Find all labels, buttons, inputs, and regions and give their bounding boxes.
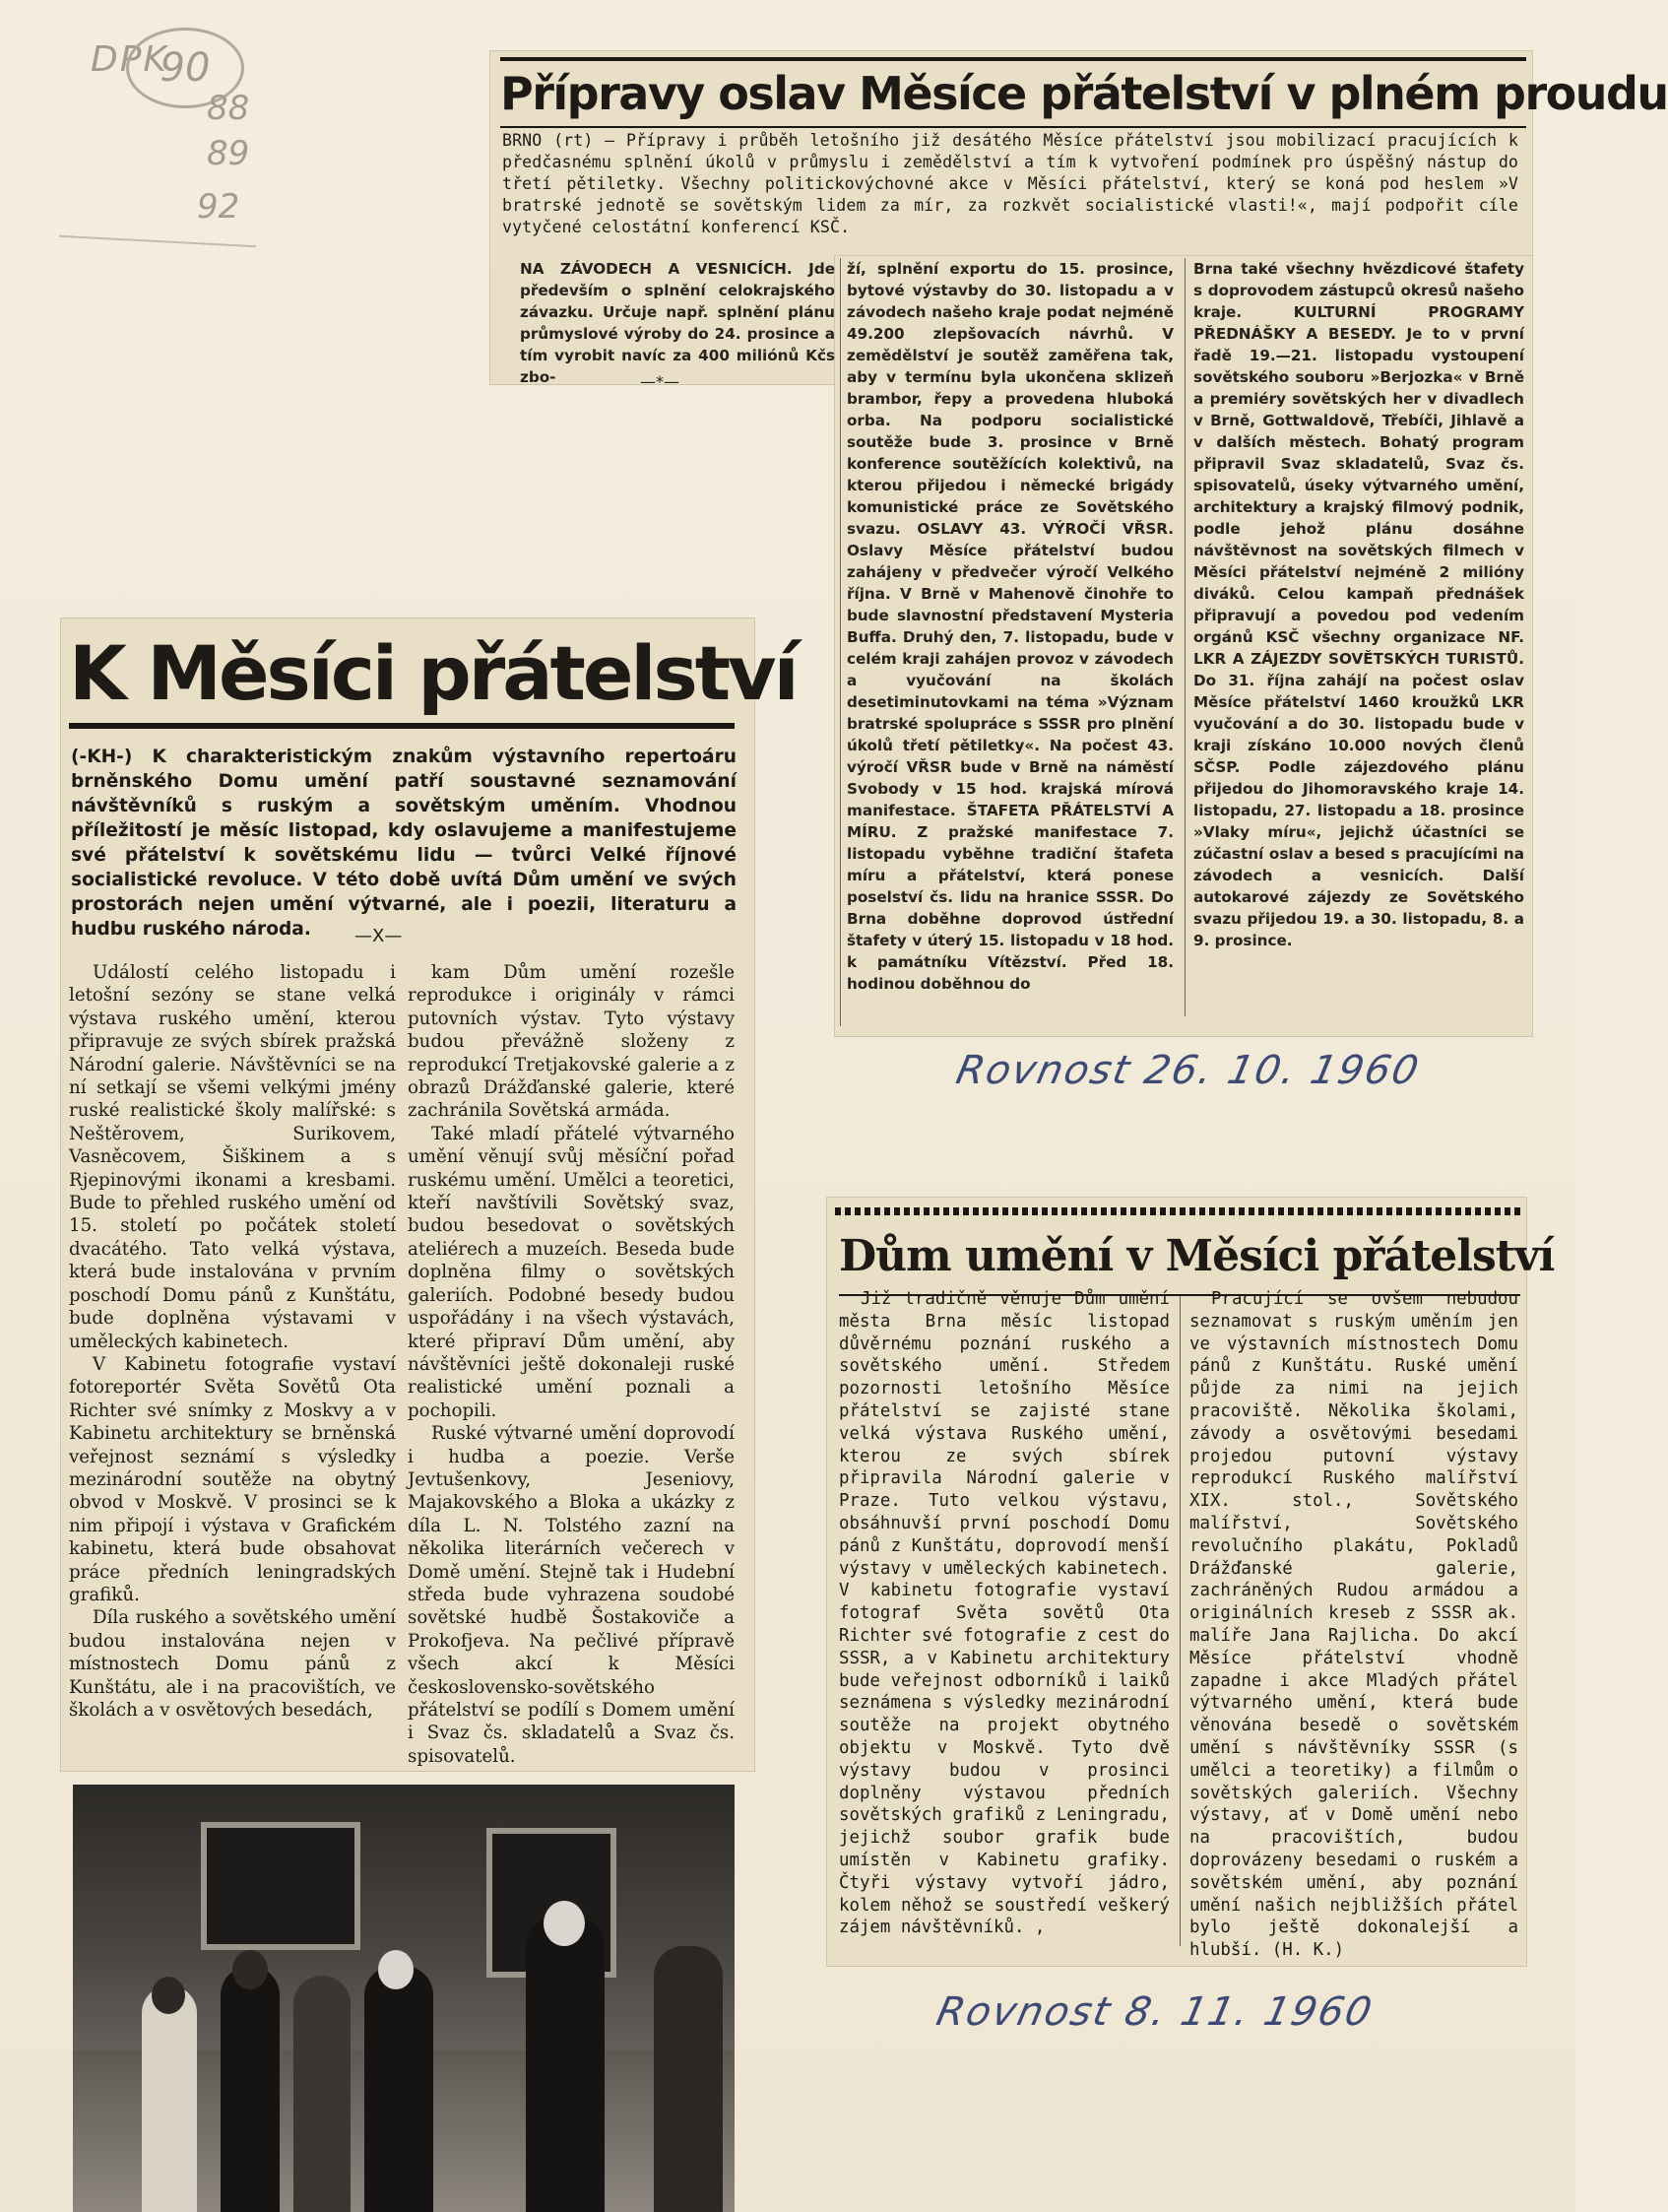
article-b-column-2 [408,961,735,1768]
column-rule [840,258,841,1026]
paragraph: Již tradičně věnuje Dům umění města Brna měsíc listopad důvěrnému poznání ruského a sovětského umění. Středem pozornosti letošního Měsíce přátelství se zajisté stane velká výstava Ruského umění, kterou ze svých sbírek připravila Národní galerie v Praze. Tuto velkou výstavu, obsáhnuvší první poschodí Domu pánů z Kunštátu, doprovodí menší výstavy v uměleckých kabinetech. V kabinetu fotografie vystaví fotograf Světa sovětů Ota Richter své fotografie z cest do SSSR, a v Kabinetu architektury bude veřejnost odborníků i laiků seznámena s výsledky mezinárodní soutěže na projekt obytného objektu v Moskvě. Tyto dvě výstavy budou v prosinci doplněny výstavou předních sovětských grafiků z Leningradu, jejichž soubor grafik bude umístěn v Kabinetu grafiky. Čtyři výstavy vytvoří jádro, kolem něhož se soustředí veškerý zájem návštěvníků. , [839,1289,1170,1938]
paragraph: V Kabinetu fotografie vystaví fotoreportér Světa Sovětů Ota Richter své snímky z Moskvy a v Kabinetu architektury se brněnská veřejnost seznámí s výsledky mezinárodní soutěže na obytný obvod v Moskvě. V prosinci se k nim připojí i výstava v Grafickém kabinetu, která bude obsahovat práce předních leningradských grafiků. [69,1353,396,1605]
pencil-line [59,235,256,247]
visitor [293,1976,351,2212]
archive-code: DPK [91,39,169,80]
exhibition-photo [73,1785,735,2212]
visitor [364,1966,433,2212]
article-a-column-1: NA ZÁVODECH A VESNICÍCH. Jde především o splnění celokrajského závazku. Určuje např. splnění plánu průmyslové výroby do 24. prosince a tím vyrobit navíc za 400 miliónů Kčs zbo- [520,260,835,386]
visitor [526,1917,605,2212]
handwritten-source-a: Rovnost 26. 10. 1960 [952,1048,1425,1093]
article-b-headline: K Měsíci přátelství [69,629,797,717]
archive-number: 88 [207,89,250,128]
painting [201,1822,360,1950]
article-b-separator: —X— [354,926,403,946]
headline-rule [69,723,735,729]
paragraph: Také mladí přátelé výtvarného umění věnují svůj měsíční pořad ruskému umění. Umělci a teoretici, kteří navštívili Sovětský svaz, budou besedovat o sovětských ateliérech a muzeích. Beseda bude doplněna filmy o sovětských galeriích. Podobné besedy budou uspořádány i na všech výstavách, které připraví Dům umění, aby návštěvníci ještě dokonaleji ruské realistické umění poznali a pochopili. [408,1123,735,1421]
paragraph: Pracující se ovšem nebudou seznamovat s ruským uměním jen ve výstavních místnostech Domu pánů z Kunštátu. Ruské umění půjde za nimi na jejich pracoviště. Několika školami, závody a osvětovými besedami projedou putovní výstavy reprodukcí Ruského malířství XIX. stol., Sovětského malířství, Sovětského revolučního plakátu, Pokladů Drážďanské galerie, zachráněných Rudou armádou a originálních kreseb z SSSR ak. malíře Jana Rajlicha. Do akcí Měsíce přátelství vhodně zapadne i akce Mladých přátel výtvarného umění, která bude věnována besedě o sovětském umění s návštěvníky SSSR (s umělci a teoretiky) a filmům o sovětských galeriích. Všechny výstavy, ať v Domě umění nebo na pracovištích, budou doprovázeny besedami o ruském a sovětském umění, aby poznání umění našich nejbližších přátel bylo ještě dokonalejší a hlubší. (H. K.) [1189,1289,1518,1961]
article-a-separator: —*— [640,372,679,391]
paragraph: Ruské výtvarné umění doprovodí i hudba a poezie. Verše Jevtušenkovy, Jeseniovy, Majakovského a Bloka a ukázky z díla L. N. Tolstého zazní na několika literárních večerech v Domě umění. Stejně tak i Hudební středa bude vyhrazena soudobé sovětské hudbě Šostakoviče a Prokofjeva. Na pečlivé přípravě všech akcí k Měsíci československo-sovětského přátelství se podílí s Domem umění i Svaz čs. skladatelů a Svaz čs. spisovatelů. [408,1423,735,1767]
article-a-column-2: ží, splnění exportu do 15. prosince, bytové výstavby do 30. listopadu a v závodech našeho kraje podat nejméně 49.200 zlepšovacích návrhů. V zemědělství je soutěž zaměřena tak, aby v termínu byla ukončena sklizeň brambor, řepy a provedena hluboká orba. Na podporu socialistické soutěže bude 3. prosince v Brně konference soutěžících kolektivů, na kterou přijedou i německé brigády komunistické práce ze Sovětského svazu. OSLAVY 43. VÝROČÍ VŘSR. Oslavy Měsíce přátelství budou zahájeny v předvečer výročí Velkého října. V Brně v Mahenově činohře to bude slavnostní představení Mysteria Buffa. Druhý den, 7. listopadu, bude v celém kraji zahájen provoz v závodech a vyučování na školách desetiminutovkami na téma »Význam bratrské spolupráce s SSSR pro plnění úkolů třetí pětiletky«. Na počest 43. výročí VŘSR bude v Brně na náměstí Svobody v 15 hod. krajská mírová manifestace. ŠTAFETA PŘÁTELSTVÍ A MÍRU. Z pražské manifestace 7. listopadu vyběhne tradiční štafeta míru a přátelství, která ponese poselství čs. lidu na hranice SSSR. Do Brna doběhne doprovod ústřední štafety v úterý 15. listopadu v 18 hod. k památníku Vítězství. Před 18. hodinou doběhnou do [847,260,1174,993]
column-rule [1185,258,1186,1016]
paragraph: kam Dům umění rozešle reprodukce i originály v rámci putovních výstav. Tyto výstavy budou převážně složeny z reprodukcí Tretjakovské galerie a z obrazů Drážďanské galerie, které zachránila Sovětská armáda. [408,962,735,1122]
visitor-head [544,1901,585,1946]
visitor [654,1946,723,2212]
article-c-headline: Dům umění v Měsíci přátelství [839,1219,1520,1296]
column-rule [1180,1296,1181,1946]
article-a-column-3: Brna také všechny hvězdicové štafety s doprovodem zástupců okresů našeho kraje. KULTURNÍ PROGRAMY PŘEDNÁŠKY A BESEDY. Je to v první řadě 19.—21. listopadu vystoupení sovětského souboru »Berjozka« v Brně a premiéry sovětských her v divadlech v Brně, Gottwaldově, Třebíči, Jihlavě a v dalších městech. Bohatý program připravil Svaz skladatelů, Svaz čs. spisovatelů, úseky výtvarného umění, architektury a krajský filmový podnik, podle jehož plánu dosáhne návštěvnost na sovětských filmech v Měsíci přátelství nejméně 2 milióny diváků. Celou kampaň přednášek připravují a povedou pod vedením orgánů KSČ všechny organizace NF. LKR A ZÁJEZDY SOVĚTSKÝCH TURISTŮ. Do 31. října zahájí na počest oslav Měsíce přátelství 1460 kroužků LKR vyučování a do 30. listopadu bude v kraji získáno 10.000 nových členů SČSP. Podle zájezdového plánu přijedou do Jihomoravského kraje 14. listopadu, 27. listopadu a 18. prosince »Vlaky míru«, jejichž účastníci se zúčastní oslav a besed s pracujícími na závodech a vesnicích. Další autokarové zájezdy ze Sovětského svazu přijedou 19. a 30. listopadu, 8. a 9. prosince. [1193,260,1524,949]
visitor-head [378,1950,414,1989]
circled-number-text: 90 [160,45,211,91]
article-a-lead: BRNO (rt) — Přípravy i průběh letošního již desátého Měsíce přátelství jsou mobilizací pracujících k předčasnému splnění úkolů v průmyslu i zemědělství a tím k vytvoření podmínek pro úspěšný nástup do třetí pětiletky. Všechny politickovýchovné akce v Měsíci přátelství, který se koná pod heslem »V bratrské jednotě se sovětským lidem za mír, za rozkvět socialistické vlasti!«, mají podpořit cíle vytyčené celostátní konferencí KSČ. [502,131,1518,236]
visitor-head [232,1950,268,1989]
visitor-head [152,1977,185,2014]
article-b-lead: (-KH-) K charakteristickým znakům výstavního repertoáru brněnského Domu umění patří soustavné seznamování návštěvníků s ruským a sovětským uměním. Vhodnou příležitostí je měsíc listopad, kdy oslavujeme a manifestujeme své přátelství k sovětskému lidu — tvůrci Velké říjnové socialistické revoluce. V této době uvítá Dům umění ve svých prostorách nejen umění výtvarné, ale i poezii, literaturu a hudbu ruského národa. [71,747,737,940]
visitor [221,1966,280,2212]
ornamental-rule [835,1207,1520,1215]
visitor [142,1985,197,2212]
handwritten-source-c: Rovnost 8. 11. 1960 [932,1989,1378,2035]
archive-number: 89 [207,134,250,173]
article-a-headline: Přípravy oslav Měsíce přátelství v plném proudu [500,57,1526,128]
article-b-column-1 [69,961,396,1722]
article-c-column-2 [1189,1288,1518,1962]
article-c-column-1 [839,1288,1170,1939]
paragraph: Událostí celého listopadu i letošní sezóny se stane velká výstava ruského umění, kterou připravuje ze svých sbírek pražská Národní galerie. Návštěvníci se na ní setkají se všemi velkými jmény ruské realistické školy malířské: s Neštěrovem, Surikovem, Vasněcovem, Šiškinem a s Rjepinovými ikonami a kresbami. Bude to přehled ruského umění od 15. století po počátek století dvacátého. Tato velká výstava, která bude instalována v prvním poschodí Domu pánů z Kunštátu, bude doplněna výstavami v uměleckých kabinetech. [69,962,396,1352]
archive-number: 92 [197,187,240,227]
paragraph: Díla ruského a sovětského umění budou instalována nejen v místnostech Domu pánů z Kunštátu, ale i na pracovištích, ve školách a v osvětových besedách, [69,1607,396,1721]
